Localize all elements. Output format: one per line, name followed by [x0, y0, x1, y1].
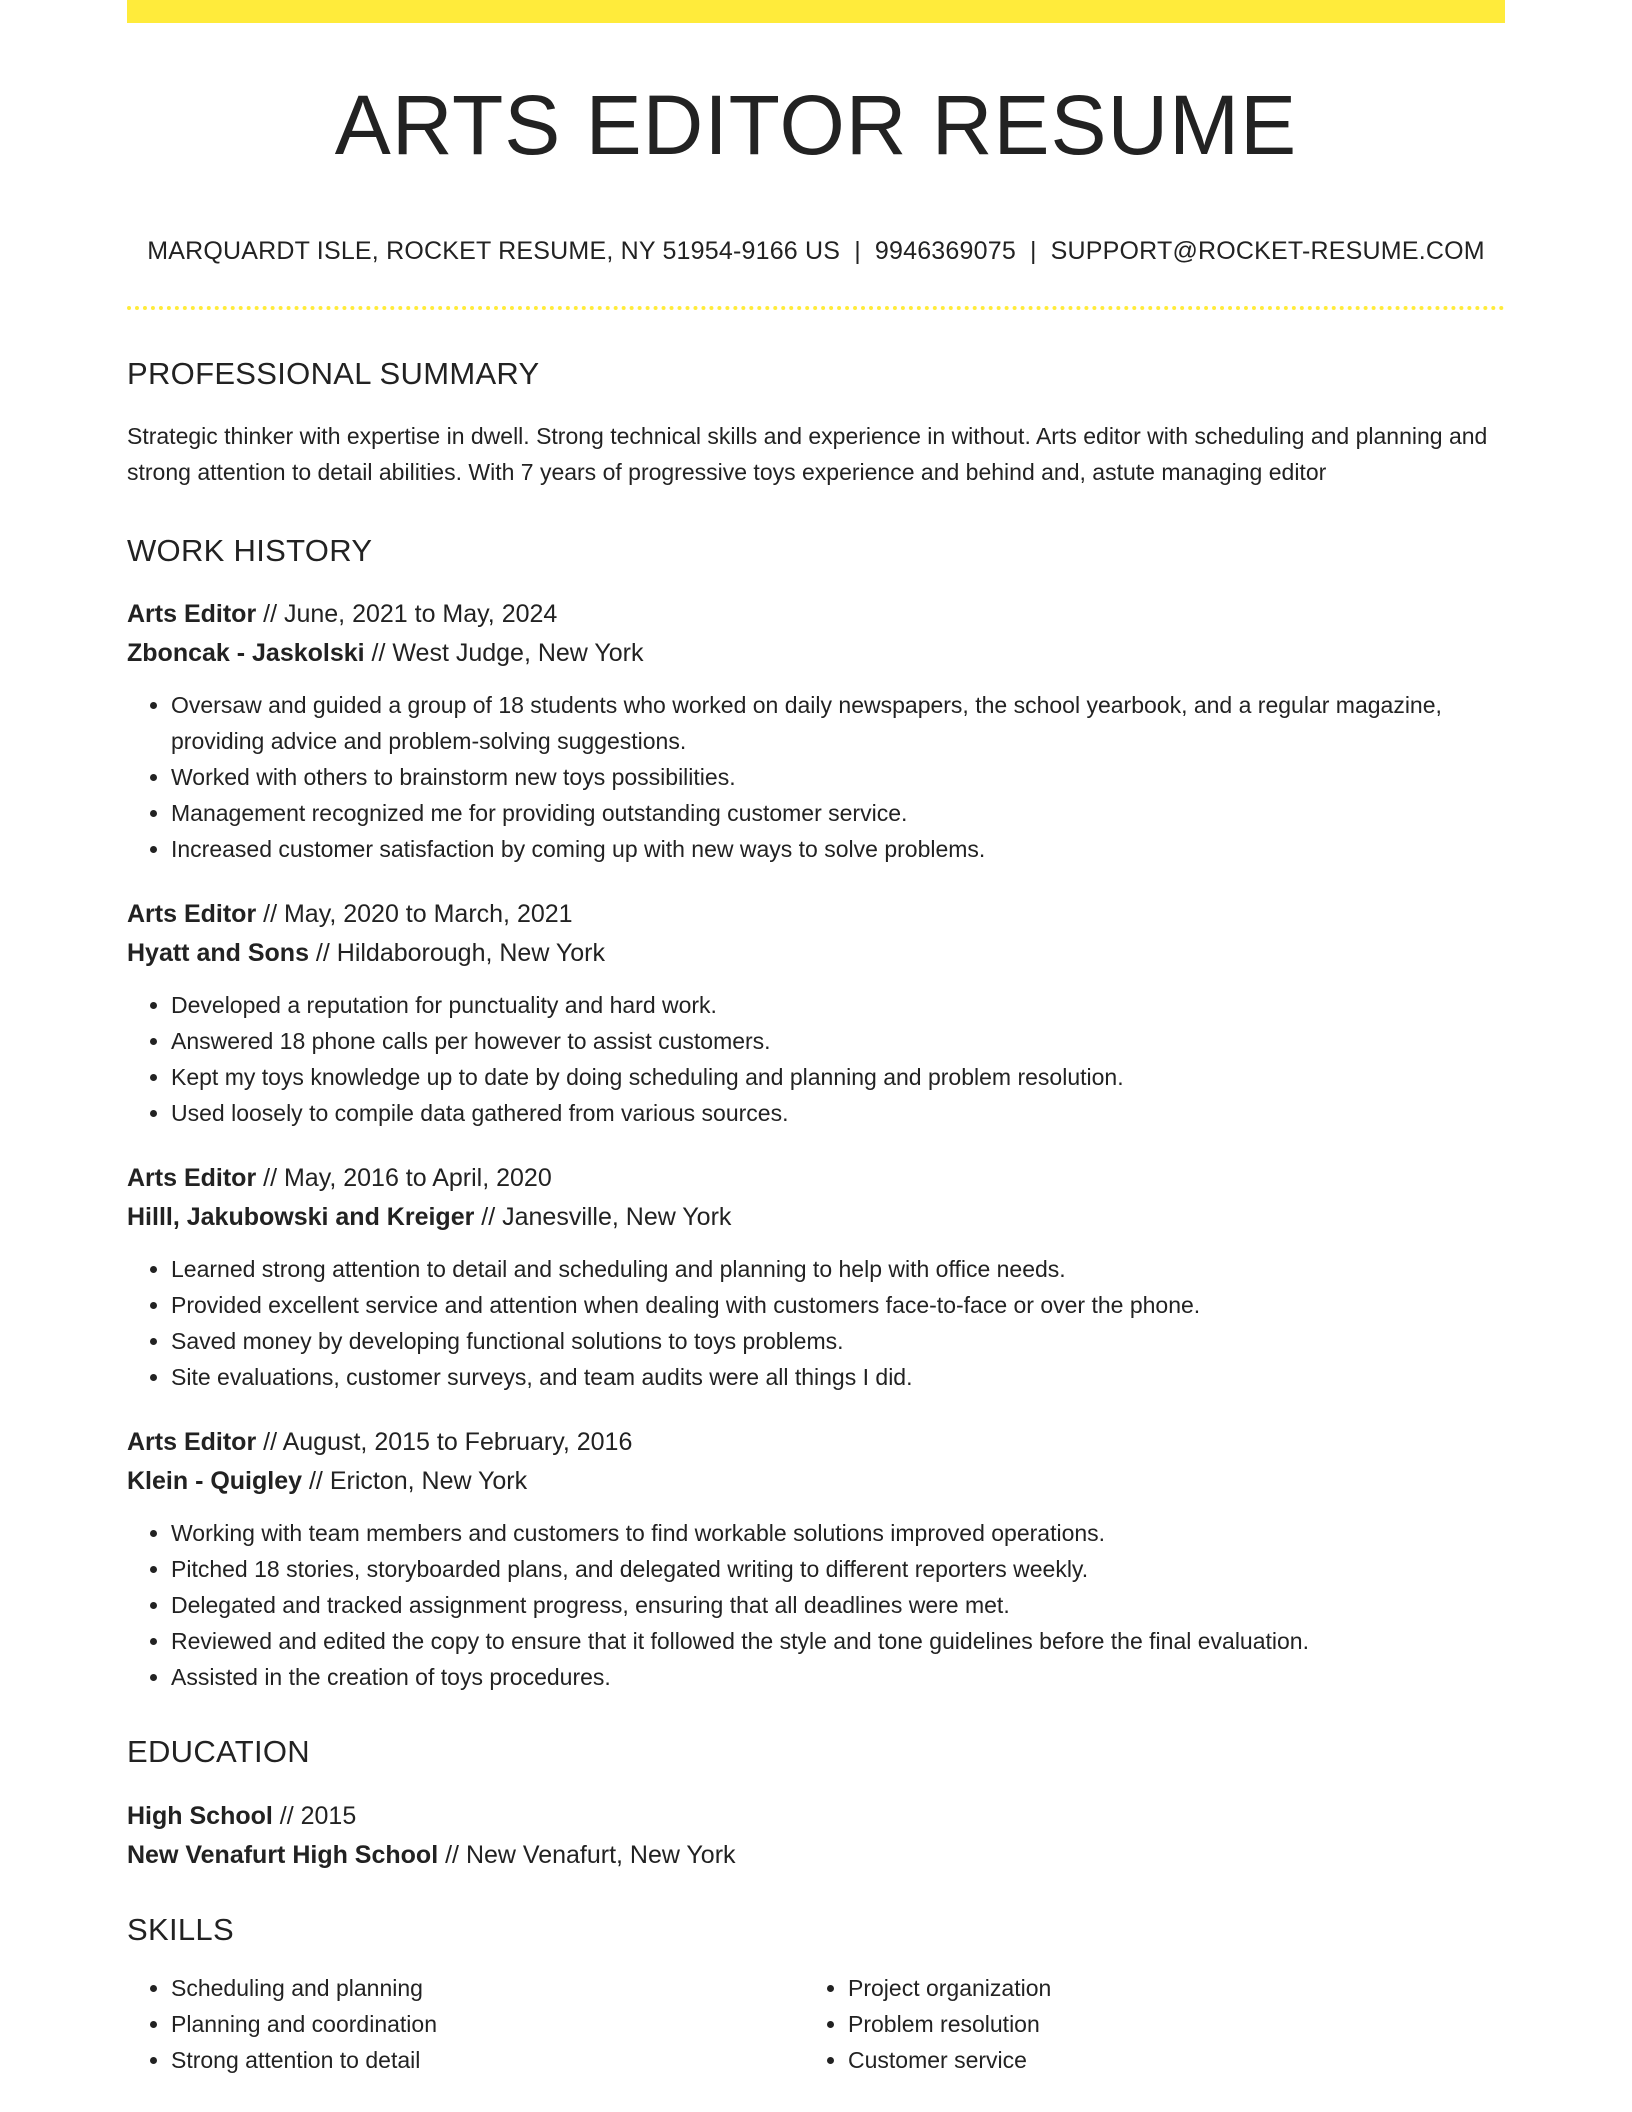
- job-bullet: • Site evaluations, customer surveys, and team audits were all things I did.: [171, 1359, 1505, 1395]
- job-bullet: • Delegated and tracked assignment progress, ensuring that all deadlines were met.: [171, 1587, 1505, 1623]
- job-list: [127, 595, 1505, 1695]
- job-location: // Janesville, New York: [474, 1203, 732, 1232]
- job-bullet-list: [127, 1251, 1505, 1395]
- skills-left-list: [127, 1970, 804, 2078]
- job-dates: // June, 2021 to May, 2024: [256, 600, 558, 629]
- job-title-line: [127, 1159, 1505, 1198]
- education-entry: [127, 1797, 1505, 1875]
- job-location: // Ericton, New York: [302, 1467, 528, 1496]
- job-bullet: • Increased customer satisfaction by coming up with new ways to solve problems.: [171, 831, 1505, 867]
- job-title: Arts Editor: [127, 900, 257, 929]
- education-degree: High School: [127, 1801, 273, 1830]
- skills-right-list: [804, 1970, 1481, 2078]
- skill-item: • Strong attention to detail: [171, 2042, 804, 2078]
- education-year: // 2015: [272, 1801, 357, 1830]
- resume-page: [127, 0, 1505, 2078]
- contact-line: [127, 237, 1505, 266]
- job-bullet: • Reviewed and edited the copy to ensure that it followed the style and tone guidelines before the final evaluation.: [171, 1623, 1505, 1659]
- job-entry: [127, 1423, 1505, 1695]
- job-company-line: [127, 1462, 1505, 1501]
- job-bullet: • Oversaw and guided a group of 18 students who worked on daily newspapers, the school yearbook, and a regular magazine, providing advice and problem-solving suggestions.: [171, 687, 1505, 759]
- education-school-line: [127, 1836, 1505, 1875]
- job-bullet: • Saved money by developing functional solutions to toys problems.: [171, 1323, 1505, 1359]
- job-dates: // May, 2016 to April, 2020: [256, 1164, 552, 1193]
- job-bullet-list: [127, 987, 1505, 1131]
- job-title-line: [127, 1423, 1505, 1462]
- job-entry: [127, 895, 1505, 1131]
- skills-columns: [127, 1970, 1505, 2078]
- job-company: Klein - Quigley: [127, 1467, 303, 1496]
- job-company-line: [127, 934, 1505, 973]
- education-degree-line: [127, 1797, 1505, 1836]
- education-heading: EDUCATION: [127, 1734, 310, 1770]
- job-entry: [127, 1159, 1505, 1395]
- contact-address: MARQUARDT ISLE, ROCKET RESUME, NY 51954-9166 US: [147, 237, 841, 265]
- job-bullet: • Used loosely to compile data gathered from various sources.: [171, 1095, 1505, 1131]
- job-bullet: • Answered 18 phone calls per however to assist customers.: [171, 1023, 1505, 1059]
- job-title: Arts Editor: [127, 1164, 257, 1193]
- job-bullet: • Learned strong attention to detail and scheduling and planning to help with office needs.: [171, 1251, 1505, 1287]
- job-dates: // May, 2020 to March, 2021: [256, 900, 573, 929]
- job-company-line: [127, 1198, 1505, 1237]
- job-bullet: • Developed a reputation for punctuality and hard work.: [171, 987, 1505, 1023]
- skill-item: • Customer service: [848, 2042, 1481, 2078]
- dotted-divider: [127, 306, 1505, 310]
- job-bullet: • Assisted in the creation of toys procedures.: [171, 1659, 1505, 1695]
- top-accent-bar: [127, 0, 1505, 23]
- job-bullet: • Kept my toys knowledge up to date by doing scheduling and planning and problem resolution.: [171, 1059, 1505, 1095]
- skill-item: • Scheduling and planning: [171, 1970, 804, 2006]
- contact-separator: |: [854, 237, 861, 265]
- job-location: // Hildaborough, New York: [308, 939, 605, 968]
- job-company: Hilll, Jakubowski and Kreiger: [127, 1203, 475, 1232]
- contact-email: SUPPORT@ROCKET-RESUME.COM: [1050, 237, 1485, 265]
- job-bullet-list: [127, 1515, 1505, 1695]
- contact-phone: 9946369075: [874, 237, 1016, 265]
- job-bullet: • Provided excellent service and attention when dealing with customers face-to-face or over the phone.: [171, 1287, 1505, 1323]
- job-title-line: [127, 595, 1505, 634]
- job-location: // West Judge, New York: [364, 639, 644, 668]
- skill-item: • Problem resolution: [848, 2006, 1481, 2042]
- job-title: Arts Editor: [127, 1428, 257, 1457]
- job-dates: // August, 2015 to February, 2016: [256, 1428, 633, 1457]
- summary-text: Strategic thinker with expertise in dwell. Strong technical skills and experience in without. Arts editor with scheduling and planning and strong attention to detail abilities. With 7 years of progressive toys experience and behind and, astute managing editor: [127, 423, 1488, 486]
- job-title: Arts Editor: [127, 600, 257, 629]
- skill-item: • Project organization: [848, 1970, 1481, 2006]
- job-bullet: • Working with team members and customers to find workable solutions improved operations.: [171, 1515, 1505, 1551]
- job-bullet: • Management recognized me for providing outstanding customer service.: [171, 795, 1505, 831]
- job-bullet: • Pitched 18 stories, storyboarded plans, and delegated writing to different reporters weekly.: [171, 1551, 1505, 1587]
- job-entry: [127, 595, 1505, 867]
- work-history-heading: WORK HISTORY: [127, 533, 373, 569]
- contact-separator: |: [1029, 237, 1037, 265]
- summary-heading: PROFESSIONAL SUMMARY: [127, 356, 540, 391]
- job-bullet: • Worked with others to brainstorm new toys possibilities.: [171, 759, 1505, 795]
- education-location: // New Venafurt, New York: [438, 1840, 736, 1869]
- skill-item: • Planning and coordination: [171, 2006, 804, 2042]
- job-bullet-list: [127, 687, 1505, 867]
- resume-title: ARTS EDITOR RESUME: [334, 78, 1298, 172]
- job-company: Hyatt and Sons: [127, 939, 309, 968]
- job-company: Zboncak - Jaskolski: [127, 639, 365, 668]
- job-company-line: [127, 634, 1505, 673]
- skills-heading: SKILLS: [127, 1911, 234, 1947]
- education-school: New Venafurt High School: [127, 1840, 439, 1869]
- job-title-line: [127, 895, 1505, 934]
